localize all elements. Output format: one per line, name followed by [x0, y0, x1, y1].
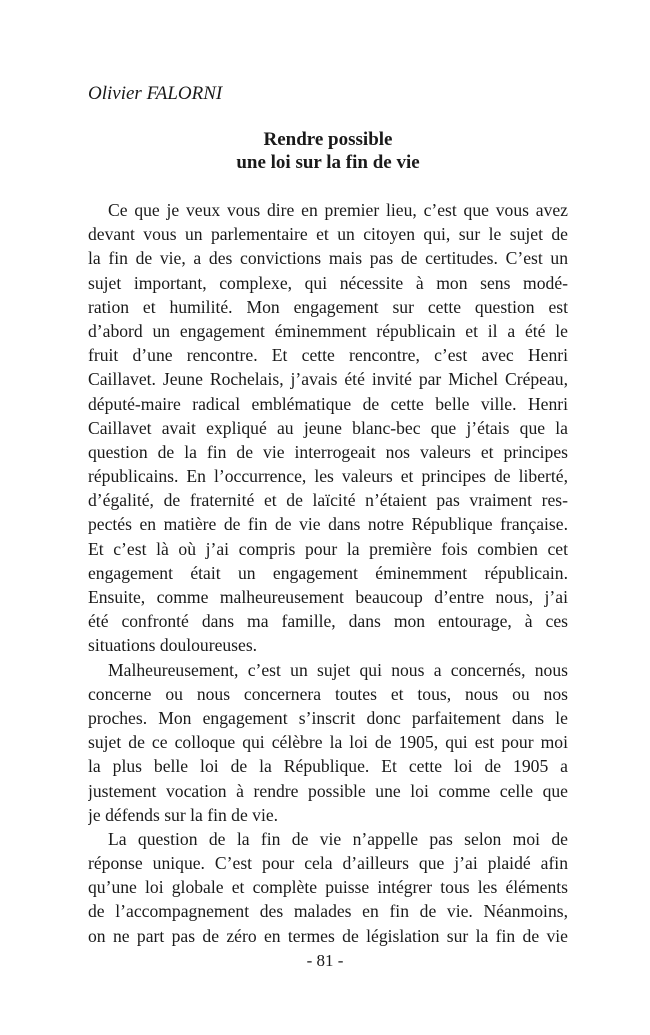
text-line: La question de la fin de vie n’appelle pas selon moi de [108, 828, 568, 849]
text-line: Ensuite, comme malheureusement beaucoup d’entre nous, j’ai [88, 587, 568, 607]
text-line: Malheureusement, c’est un sujet qui nous a concernés, nous [108, 659, 568, 680]
chapter-title-line-2: une loi sur la fin de vie [236, 152, 420, 173]
text-line: Caillavet. Jeune Rochelais, j’avais été invité par Michel Crépeau, [88, 369, 568, 390]
text-line: concerne ou nous concernera toutes et tous, nous ou nos [88, 683, 568, 704]
text-line: député-maire radical emblématique de cette belle ville. Henri [88, 393, 568, 414]
text-line: républicains. En l’occurrence, les valeurs et principes de liberté, [88, 466, 568, 487]
text-line: engagement était un engagement éminemment républicain. [88, 562, 568, 583]
text-line: réponse unique. C’est pour cela d’ailleurs que j’ai plaidé afin [88, 853, 568, 874]
text-line: on ne part pas de zéro en termes de législation sur la fin de vie [88, 925, 568, 946]
text-line: sujet important, complexe, qui nécessite à mon sens modé- [88, 272, 568, 293]
text-line: je défends sur la fin de vie. [88, 804, 279, 825]
chapter-title [88, 128, 568, 174]
text-line: d’égalité, de fraternité et de laïcité n’étaient pas vraiment res- [88, 490, 568, 511]
text-line: la plus belle loi de la République. Et cette loi de 1905 a [88, 756, 568, 777]
page-number: - 81 - [306, 951, 344, 970]
text-line: fruit d’une rencontre. Et cette rencontre, c’est avec Henri [88, 345, 568, 366]
text-line: d’abord un engagement éminemment républicain et il a été le [88, 320, 568, 341]
text-line: situations douloureuses. [88, 635, 258, 656]
text-line: question de la fin de vie interrogeait nos valeurs et principes [88, 441, 568, 462]
text-line: justement vocation à rendre possible une loi comme celle que [88, 780, 568, 801]
text-line: été confronté dans ma famille, dans mon entourage, à ces [88, 611, 568, 632]
text-line: pectés en matière de fin de vie dans notre République française. [88, 514, 568, 535]
text-line: devant vous un parlementaire et un citoyen qui, sur le sujet de [88, 224, 568, 245]
text-line: ration et humilité. Mon engagement sur cette question est [88, 296, 568, 317]
running-head-author: Olivier FALORNI [88, 83, 223, 104]
text-line: la fin de vie, a des convictions mais pas de certitudes. C’est un [88, 248, 568, 269]
text-line: qu’une loi globale et complète puisse intégrer tous les éléments [88, 877, 568, 898]
text-line: Ce que je veux vous dire en premier lieu, c’est que vous avez [108, 200, 568, 220]
body-text [88, 198, 568, 948]
text-line: sujet de ce colloque qui célèbre la loi de 1905, qui est pour moi [88, 732, 568, 753]
text-line: Et c’est là où j’ai compris pour la première fois combien cet [88, 538, 568, 559]
chapter-title-line-1: Rendre possible [263, 129, 393, 150]
text-line: Caillavet avait expliqué au jeune blanc-bec que j’étais que la [88, 417, 568, 438]
text-line: de l’accompagnement des malades en fin de vie. Néanmoins, [88, 901, 568, 922]
text-line: proches. Mon engagement s’inscrit donc parfaitement dans le [88, 707, 568, 728]
